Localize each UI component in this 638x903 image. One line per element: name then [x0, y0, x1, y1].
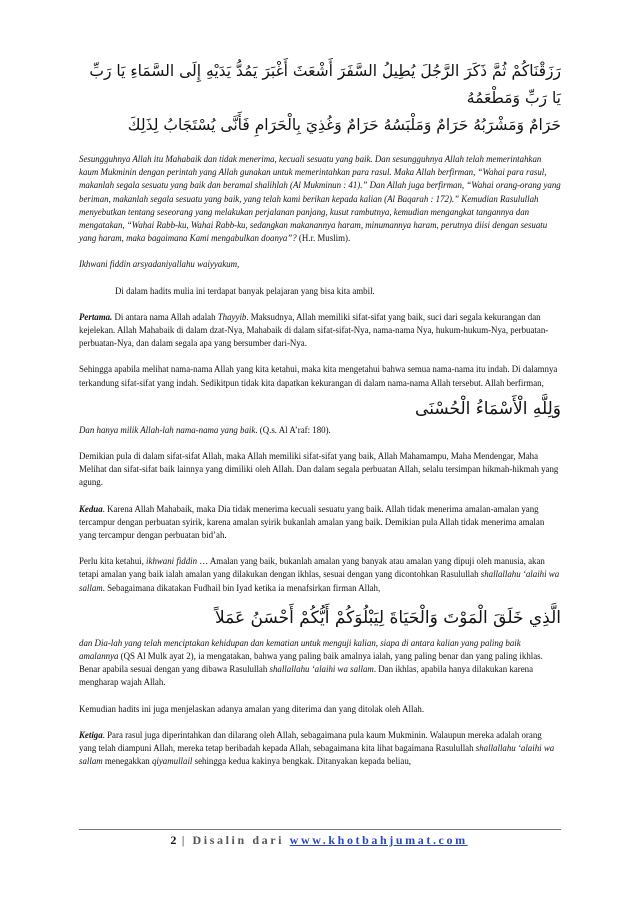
verse-1-translation-text: Dan hanya milik Allah-lah nama-nama yang baik: [79, 424, 256, 435]
perlu-text-a: Perlu kita ketahui,: [79, 556, 147, 567]
verse-1-reference: . (Q.s. Al A’raf: 180).: [255, 424, 331, 435]
ketiga-text-b: menegakkan: [102, 756, 152, 767]
verse-2-paragraph: [79, 637, 561, 690]
thayyib-term: Thayyib: [217, 311, 247, 322]
kedua-label: Kedua: [79, 503, 103, 514]
ketiga-text-a: . Para rasul juga diperintahkan dan dilarang oleh Allah, sebagaimana pula kaum Mukminin. Walaupun mereka adalah orang yang telah diampuni Allah, mereka tetap beribadah kepada Allah, sebagaimana kita lihat bagaimana Rasulullah: [79, 729, 542, 754]
pertama-text-a: Di antara nama Allah adalah: [112, 311, 218, 322]
footer-divider: [79, 829, 561, 830]
paragraph-demikian: Demikian pula di dalam sifat-sifat Allah, maka Allah memiliki sifat-sifat yang baik, Allah Mahamampu, Maha Mendengar, Maha Melihat dan sifat-sifat baik lainnya yang dimiliki oleh Allah. Dan dalam segala perbuatan Allah, selalu tersimpan hikmah-hikmah yang agung.: [79, 451, 559, 488]
intro-paragraph: Di dalam hadits mulia ini terdapat banyak pelajaran yang bisa kita ambil.: [115, 285, 375, 296]
verse-2-text: (QS Al Mulk ayat 2), ia mengatakan, bahwa yang paling baik amalnya ialah, yang paling benar dan yang paling ikhlas. Benar apabila sesuai dengan yang dibawa Rasulullah: [79, 651, 543, 675]
arabic-verse-al-araf: وَلِلَّهِ الْأَسْمَاءُ الْحُسْنَى: [415, 398, 561, 419]
paragraph-pertama: [79, 311, 561, 351]
page-number: 2: [170, 833, 177, 847]
qiyamullail-term: qiyamullail: [151, 756, 193, 767]
shallallahu-term: shallallahu ‘alaihi wa sallam: [79, 569, 560, 593]
footer-website-link[interactable]: www.khotbahjumat.com: [289, 833, 468, 847]
hadith-translation-text: Sesungguhnya Allah itu Mahabaik dan tidak menerima, kecuali sesuatu yang baik. Dan sesungguhnya Allah telah memerintahkan kaum Mukminin dengan perintah yang Allah gunakan untuk memerintahkan para rasul. Maka Allah berfirman, “Wahai para rasul, makanlah segala sesuatu yang baik dan beramal shalihlah (Al Mukminun : 41).” Dan Allah juga berfirman, “Wahai orang-orang yang beriman, makanlah segala sesuatu yang baik, yang telah kami berikan kepada kalian (Al Baqarah : 172).” Kemudian Rasulullah menyebutkan tentang seseorang yang melakukan perjalanan panjang, kusut rambutnya, kemudian mengangkat tangannya dan mengatakan, “Wahai Rabb-ku, Wahai Rabb-ku, sedangkan makanannya haram, minumannya haram, perutnya diisi dengan sesuatu yang haram, maka bagaimana Kami mengabulkan doanya”?: [79, 154, 561, 244]
kedua-text: . Karena Allah Mahabaik, maka Dia tidak menerima kecuali sesuatu yang baik. Allah tidak menerima amalan-amalan yang tercampur dengan perbuatan syirik, karena amalan syirik bukanlah amalan yang baik. Demikian pula Allah tidak menerima amalan yang tercampur dengan perbuatan bid’ah.: [79, 503, 545, 541]
paragraph-perlu: [79, 555, 561, 595]
page-footer: [0, 833, 638, 848]
arabic-hadith: [79, 58, 561, 139]
arabic-hadith-line-1: رَزَقْنَاكُمْ ثُمَّ ذَكَرَ الرَّجُلَ يُطِيلُ السَّفَرَ أَشْعَثَ أَغْبَرَ يَمُدُّ يَدَيْهِ إِلَى السَّمَاءِ يَا رَبِّ يَا رَبِّ وَمَطْعَمُهُ: [89, 62, 561, 107]
ketiga-label: Ketiga: [79, 729, 103, 740]
ikhwani-term: ikhwani fiddin: [146, 556, 198, 567]
shallallahu-term: shallallahu ‘alaihi wa sallam: [269, 664, 374, 675]
pertama-label: Pertama.: [79, 311, 113, 322]
footer-separator: |: [176, 833, 193, 847]
paragraph-kedua: [79, 503, 561, 543]
paragraph-sehingga: Sehingga apabila melihat nama-nama Allah yang kita ketahui, maka kita mengetahui bahwa semua nama-nama itu indah. Di dalamnya terkandung sifat-sifat yang indah. Sedikitpun tidak kita dapatkan kekurangan di dalam nama-nama Allah tersebut. Allah berfirman,: [79, 364, 558, 388]
perlu-text-c: . Sebagaimana dikatakan Fudhail bin Iyad ketika ia menafsirkan firman Allah,: [102, 582, 381, 593]
document-page: [79, 0, 561, 769]
pertama-text-b: . Maksudnya, Allah memiliki sifat-sifat yang baik, suci dari segala kekurangan dan kejelekan. Allah Mahabaik di dalam dzat-Nya, Mahabaik di dalam sifat-sifat-Nya, nama-nama Nya, hukum-hukum-Nya, perbuatan-perbuatan-Nya, dan dalam segala apa yang bersumber dari-Nya.: [79, 311, 549, 349]
arabic-hadith-line-2: حَرَامٌ وَمَشْرَبُهُ حَرَامٌ وَمَلْبَسُهُ حَرَامٌ وَغُذِيَ بِالْحَرَامِ فَأَنَّى يُسْتَجَابُ لِذَلِكَ: [127, 116, 561, 134]
perlu-text-b: … Amalan yang baik, bukanlah amalan yang banyak atau amalan yang dipuji oleh manusia, akan tetapi amalan yang baik ialah amalan yang dilakukan dengan ikhlas, sesuai dengan yang dicontohkan Rasulullah: [79, 556, 545, 580]
arabic-verse-al-mulk: الَّذِي خَلَقَ الْمَوْتَ وَالْحَيَاةَ لِيَبْلُوَكُمْ أَيُّكُمْ أَحْسَنُ عَمَلاً: [215, 607, 561, 628]
salutation: Ikhwani fiddin arsyadaniyallahu waiyyakum,: [79, 259, 240, 270]
verse-1-translation: [79, 424, 561, 437]
footer-prefix: Disalin dari: [192, 833, 290, 847]
hadith-translation: [79, 153, 561, 245]
verse-2-translation-text: dan Dia-lah yang telah menciptakan kehidupan dan kematian untuk menguji kalian, siapa di antara kalian yang paling baik amalannya: [79, 637, 521, 662]
shallallahu-term: shallallahu ‘alaihi wa sallam: [79, 743, 555, 767]
paragraph-ketiga: [79, 729, 561, 769]
paragraph-kemudian: Kemudian hadits ini juga menjelaskan adanya amalan yang diterima dan yang ditolak oleh Allah.: [79, 703, 425, 714]
ketiga-text-c: sehingga kedua kakinya bengkak. Ditanyakan kepada beliau,: [192, 756, 411, 767]
hadith-reference: (H.r. Muslim).: [296, 233, 351, 244]
verse-2-end: . Dan ikhlas, apabila hanya dilakukan karena mengharap wajah Allah.: [79, 664, 534, 688]
